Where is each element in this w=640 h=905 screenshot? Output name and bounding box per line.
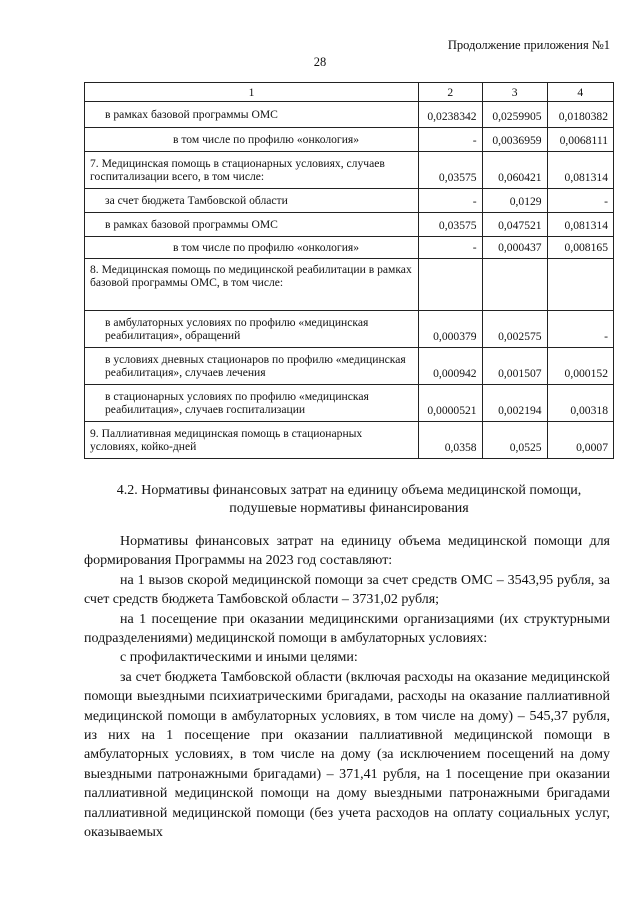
row-label: 8. Медицинская помощь по медицинской реабилитации в рамках базовой программы ОМС, в том числе:	[85, 259, 419, 311]
norms-table	[84, 82, 614, 459]
table-cell: 0,0000521	[419, 385, 483, 422]
continuation-note: Продолжение приложения №1	[447, 38, 610, 52]
table-cell: 0,002575	[482, 311, 547, 348]
table-cell: 0,081314	[547, 213, 613, 237]
row-label: в рамках базовой программы ОМС	[85, 102, 419, 128]
table-cell: 0,0068111	[547, 128, 613, 152]
table-cell: 0,000942	[419, 348, 483, 385]
table-row	[85, 385, 614, 422]
table-cell: 0,0180382	[547, 102, 613, 128]
table-cell: 0,000379	[419, 311, 483, 348]
table-cell: 0,0007	[547, 422, 613, 459]
table-row	[85, 128, 614, 152]
table-cell: 0,00318	[547, 385, 613, 422]
body-text	[84, 532, 610, 843]
table-cell: -	[547, 311, 613, 348]
table-cell: 0,0358	[419, 422, 483, 459]
table-cell: 0,000437	[482, 237, 547, 259]
table-row	[85, 311, 614, 348]
row-label: в амбулаторных условиях по профилю «медицинская реабилитация», обращений	[85, 311, 419, 348]
row-label: в том числе по профилю «онкология»	[85, 128, 419, 152]
row-label: в стационарных условиях по профилю «медицинская реабилитация», случаев госпитализации	[85, 385, 419, 422]
table-cell: 0,002194	[482, 385, 547, 422]
column-header: 4	[547, 83, 613, 102]
row-label: 7. Медицинская помощь в стационарных условиях, случаев госпитализации всего, в том числе:	[85, 152, 419, 189]
table-cell: 0,0259905	[482, 102, 547, 128]
section-title-line: 4.2. Нормативы финансовых затрат на единицу объема медицинской помощи,	[116, 483, 582, 498]
table-row	[85, 189, 614, 213]
table-cell: 0,008165	[547, 237, 613, 259]
table-row	[85, 259, 614, 311]
table-cell: -	[419, 128, 483, 152]
table-cell: 0,03575	[419, 213, 483, 237]
section-title	[84, 482, 614, 518]
table-cell: 0,081314	[547, 152, 613, 189]
table-cell: -	[419, 237, 483, 259]
table-cell: 0,001507	[482, 348, 547, 385]
column-header: 2	[419, 83, 483, 102]
row-label: в условиях дневных стационаров по профилю «медицинская реабилитация», случаев лечения	[85, 348, 419, 385]
table-cell: 0,03575	[419, 152, 483, 189]
table-cell: -	[547, 189, 613, 213]
page-number: 28	[313, 55, 327, 69]
table-header-row	[85, 83, 614, 102]
table-cell: 0,0525	[482, 422, 547, 459]
table-cell: -	[419, 189, 483, 213]
table-cell	[482, 259, 547, 311]
paragraph: Нормативы финансовых затрат на единицу объема медицинской помощи для формирования Программы на 2023 год составляют:	[84, 534, 610, 569]
table-row	[85, 422, 614, 459]
paragraph: на 1 вызов скорой медицинской помощи за счет средств ОМС – 3543,95 рубля, за счет средств бюджета Тамбовской области – 3731,02 рубля;	[84, 572, 610, 608]
paragraph: с профилактическими и иными целями:	[120, 650, 358, 666]
table-cell	[419, 259, 483, 311]
column-header: 1	[85, 83, 419, 102]
column-header: 3	[482, 83, 547, 102]
table-row	[85, 213, 614, 237]
table-row	[85, 237, 614, 259]
table-cell: 0,060421	[482, 152, 547, 189]
row-label: в рамках базовой программы ОМС	[85, 213, 419, 237]
table-row	[85, 152, 614, 189]
table-row	[85, 348, 614, 385]
table-cell: 0,0129	[482, 189, 547, 213]
section-title-line: подушевые нормативы финансирования	[229, 501, 469, 516]
paragraph: за счет бюджета Тамбовской области (включая расходы на оказание медицинской помощи выездными психиатрическими бригадами, расходы на оказание паллиативной медицинской помощи в амбулаторных условиях, в том числе на дому) – 545,37 рубля, из них на 1 посещение при оказании паллиативной медицинской помощи в амбулаторных условиях, в том числе на дому (за исключением посещений на дому выездными патронажными бригадами) – 371,41 рубля, на 1 посещение при оказании паллиативной медицинской помощи на дому выездными патронажными бригадами паллиативной медицинской помощи (без учета расходов на оплату социальных услуг, оказываемых	[84, 669, 610, 841]
paragraph: на 1 посещение при оказании медицинскими организациями (их структурными подразделениями) медицинской помощи в амбулаторных условиях:	[84, 611, 610, 647]
table-cell: 0,0036959	[482, 128, 547, 152]
table-cell: 0,000152	[547, 348, 613, 385]
row-label: 9. Паллиативная медицинская помощь в стационарных условиях, койко-дней	[85, 422, 419, 459]
table-cell	[547, 259, 613, 311]
table-row	[85, 102, 614, 128]
row-label: в том числе по профилю «онкология»	[85, 237, 419, 259]
row-label: за счет бюджета Тамбовской области	[85, 189, 419, 213]
table-cell: 0,047521	[482, 213, 547, 237]
table-cell: 0,0238342	[419, 102, 483, 128]
